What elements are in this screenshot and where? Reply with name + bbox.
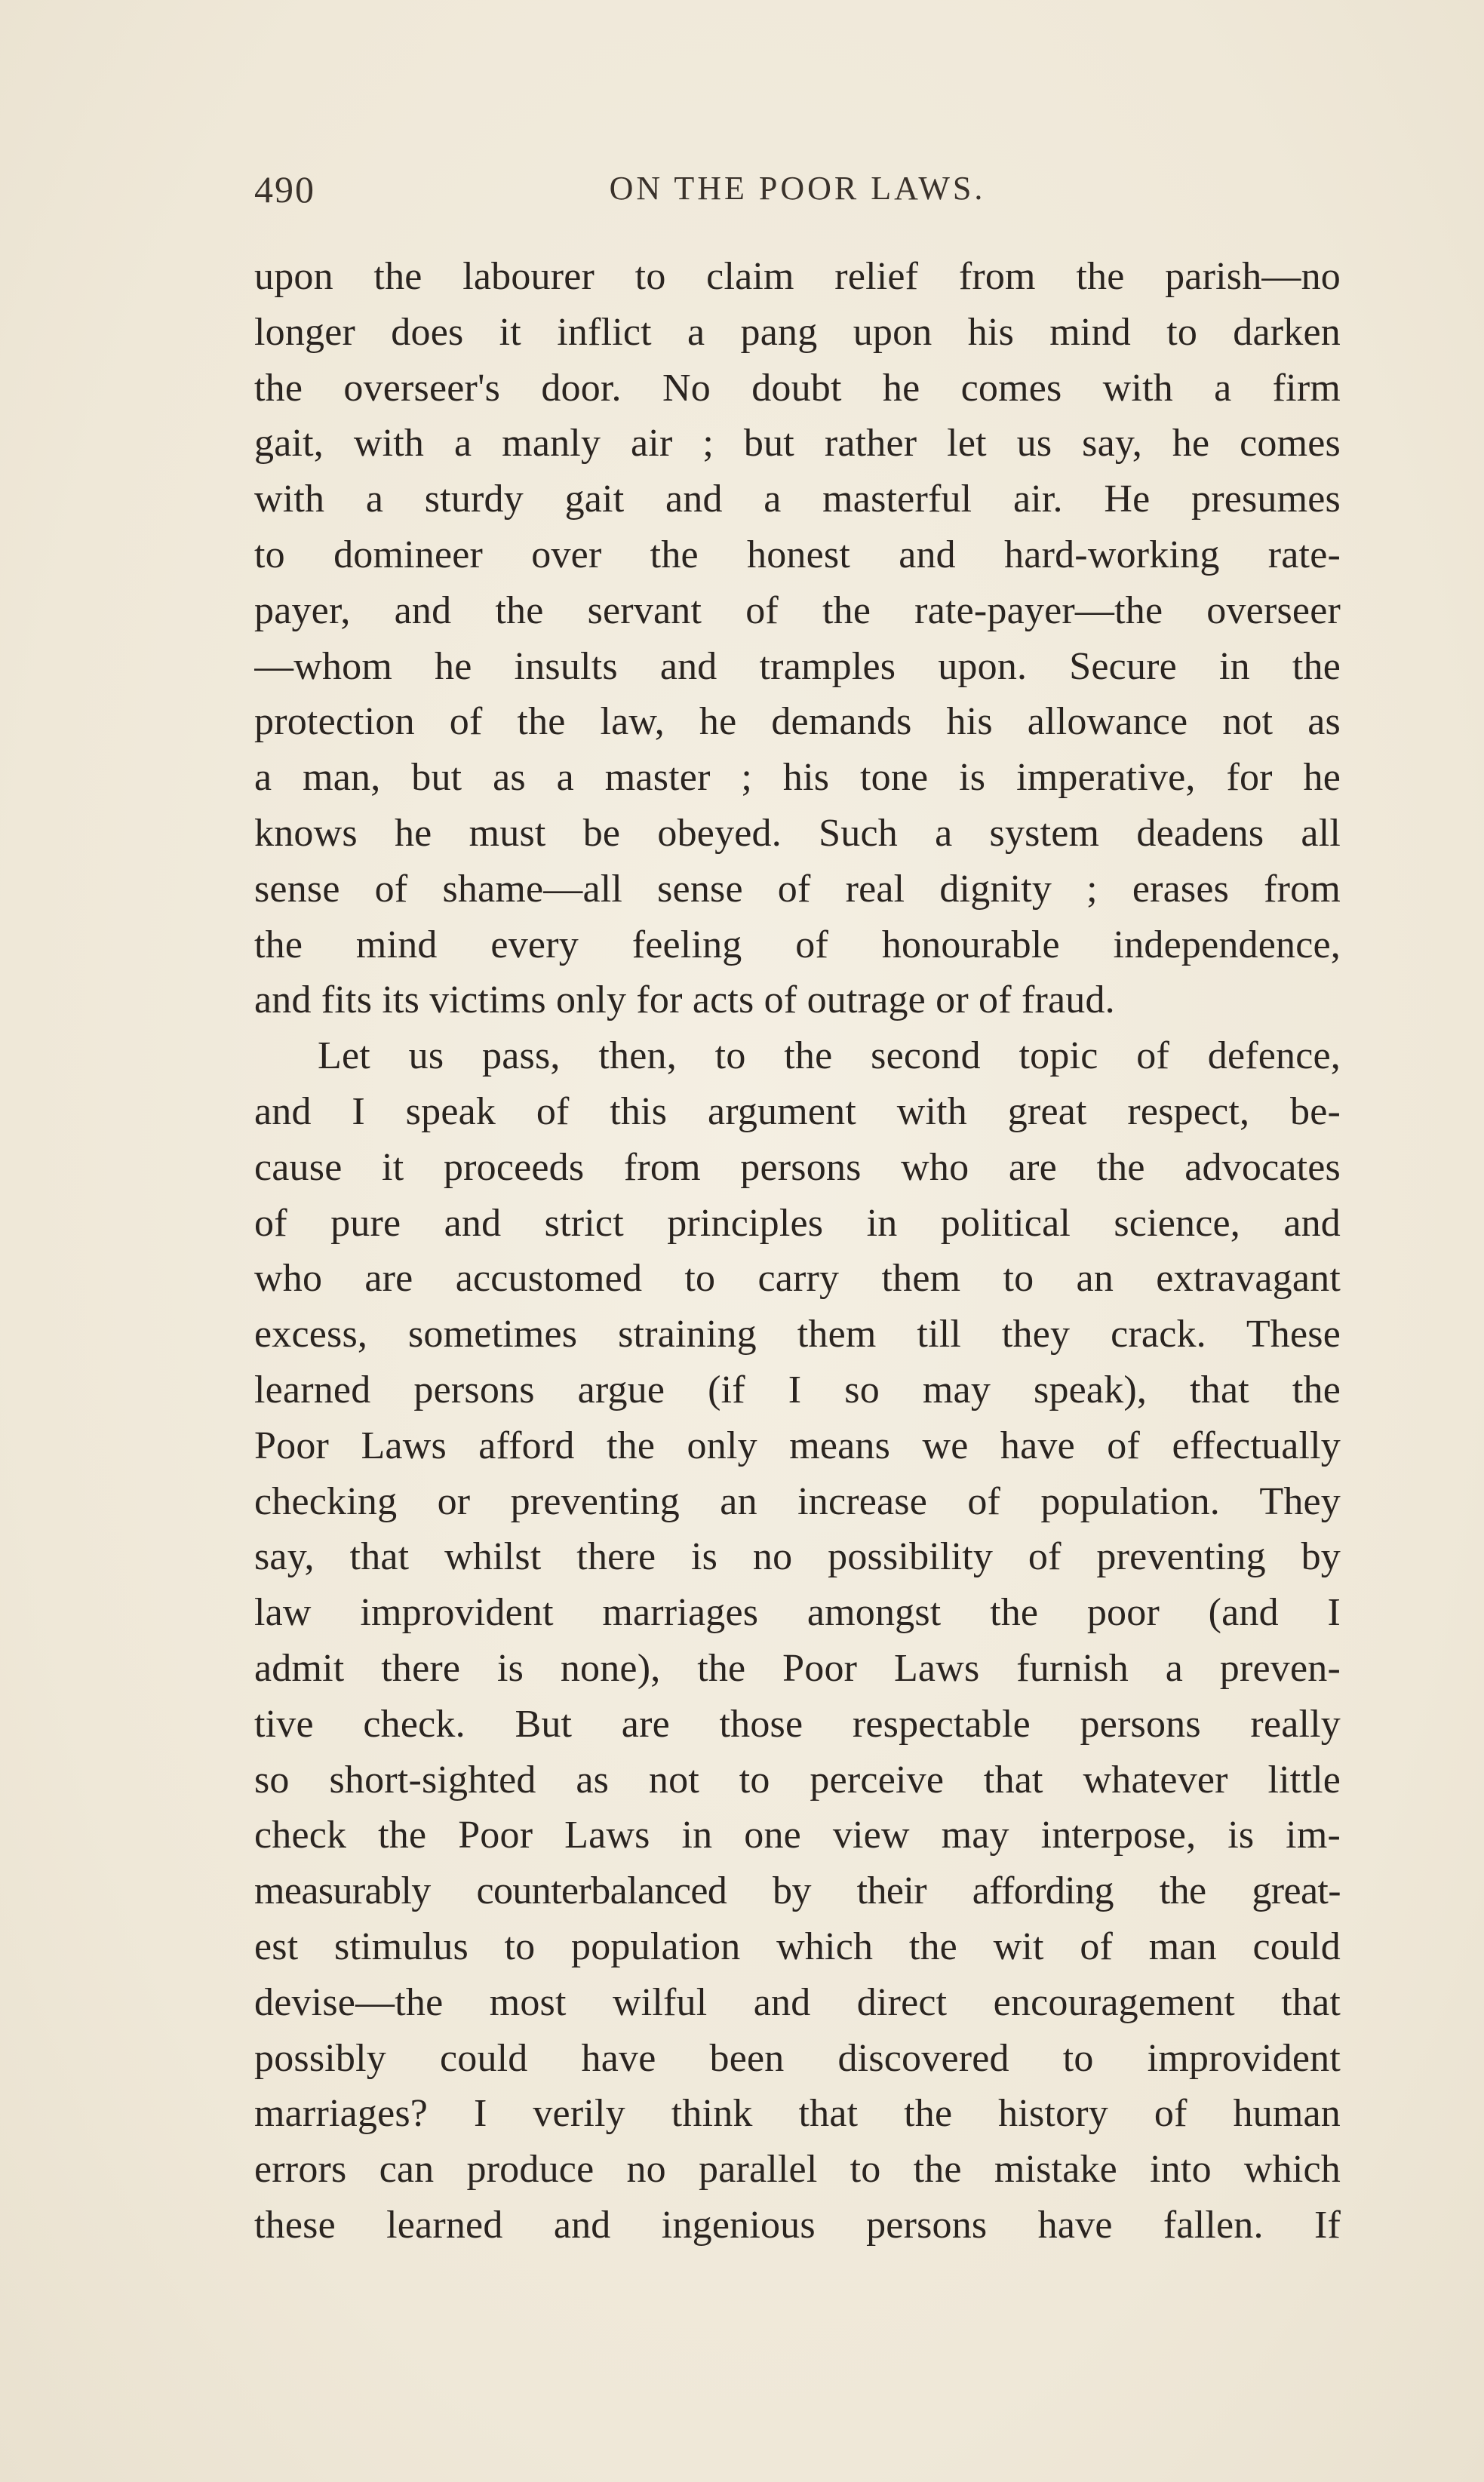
text-line: knows he must be obeyed. Such a system deadens all [254,811,1341,855]
body-text [254,249,1341,2253]
text-line: marriages? I verily think that the history of human [254,2092,1341,2136]
text-line: protection of the law, he demands his allowance not as [254,700,1341,744]
text-line: a man, but as a master ; his tone is imperative, for he [254,756,1341,800]
text-line: say, that whilst there is no possibility of preventing by [254,1535,1341,1579]
text-line: and fits its victims only for acts of outrage or of fraud. [254,978,1115,1022]
text-line: admit there is none), the Poor Laws furnish a preven- [254,1646,1341,1690]
text-line: the mind every feeling of honourable independence, [254,923,1341,966]
paragraph-first-line: Let us pass, then, to the second topic of defence, [318,1034,1341,1078]
text-line: longer does it inflict a pang upon his mind to darken [254,310,1341,354]
text-line: who are accustomed to carry them to an extravagant [254,1257,1341,1301]
text-line: excess, sometimes straining them till they crack. These [254,1313,1341,1356]
text-line: —whom he insults and tramples upon. Secure in the [254,644,1341,688]
text-line: upon the labourer to claim relief from the parish—no [254,255,1341,298]
text-line: cause it proceeds from persons who are the advocates [254,1145,1341,1189]
text-line: law improvident marriages amongst the poor (and I [254,1591,1341,1635]
text-line: check the Poor Laws in one view may interpose, is im- [254,1814,1341,1857]
text-line: to domineer over the honest and hard-working rate- [254,533,1341,576]
text-line: errors can produce no parallel to the mistake into which [254,2148,1341,2192]
text-line: of pure and strict principles in political science, and [254,1201,1341,1245]
text-line: gait, with a manly air ; but rather let us say, he comes [254,422,1341,465]
text-line: the overseer's door. No doubt he comes with a firm [254,366,1341,410]
text-line: and I speak of this argument with great respect, be- [254,1089,1341,1133]
text-line: devise—the most wilful and direct encouragement that [254,1980,1341,2024]
text-line: payer, and the servant of the rate-payer—the overseer [254,588,1341,632]
text-line: est stimulus to population which the wit of man could [254,1924,1341,1968]
running-head [254,167,1341,213]
text-line: measurably counterbalanced by their affording the great- [254,1869,1341,1913]
text-line: possibly could have been discovered to improvident [254,2036,1341,2080]
text-line: Poor Laws afford the only means we have of effectually [254,1424,1341,1467]
text-line: these learned and ingenious persons have fallen. If [254,2203,1341,2247]
text-line: tive check. But are those respectable persons really [254,1702,1341,1746]
running-title: ON THE POOR LAWS. [609,170,986,207]
text-line: so short-sighted as not to perceive that whatever little [254,1758,1341,1802]
text-line: sense of shame—all sense of real dignity ; erases from [254,867,1341,911]
text-line: learned persons argue (if I so may speak), that the [254,1368,1341,1411]
text-line: with a sturdy gait and a masterful air. He presumes [254,478,1341,521]
text-line: checking or preventing an increase of population. They [254,1479,1341,1523]
page-number: 490 [254,168,315,210]
